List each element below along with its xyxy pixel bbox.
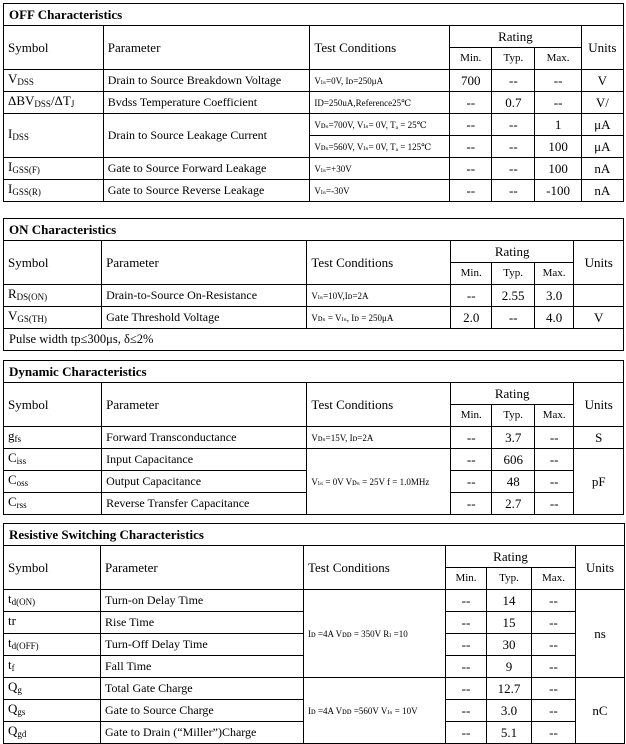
max-header: Max. [534, 263, 573, 285]
table-row [4, 427, 624, 449]
parameter-cell: Gate to Source Forward Leakage [103, 158, 310, 180]
min-cell: -- [446, 656, 487, 678]
min-cell: -- [446, 634, 487, 656]
max-cell: 100 [535, 158, 581, 180]
min-cell: 2.0 [450, 307, 491, 329]
typ-cell: 14 [487, 590, 532, 612]
min-header: Min. [451, 405, 492, 427]
parameter-cell: Forward Transconductance [102, 427, 307, 449]
symbol-cell: $V_{GS(TH)}$ [4, 307, 102, 329]
condition-cell: Vₗₛ=10V,Iᴅ=2A [307, 285, 451, 307]
max-cell: -100 [535, 180, 581, 202]
on-table [3, 218, 624, 351]
max-cell: -- [532, 700, 576, 722]
max-cell: -- [532, 678, 576, 700]
max-cell: 100 [535, 136, 581, 158]
symbol-cell: $g_{fs}$ [4, 427, 102, 449]
units-header: Units [581, 26, 623, 70]
unit-cell: μA [581, 114, 623, 136]
symbol-cell: $t_{d(ON)}$ [4, 590, 101, 612]
parameter-cell: Gate Threshold Voltage [102, 307, 307, 329]
units-header: Units [574, 241, 624, 285]
typ-cell: 5.1 [487, 722, 532, 744]
min-cell: -- [446, 590, 487, 612]
typ-cell: -- [492, 70, 535, 92]
unit-cell: nC [576, 678, 625, 744]
table-row [4, 449, 624, 471]
parameter-cell: Fall Time [101, 656, 304, 678]
condition-cell: Vᴅₛ = Vₗₛ, Iᴅ = 250μA [307, 307, 451, 329]
table-row [4, 158, 624, 180]
parameter-cell: Gate to Source Charge [101, 700, 304, 722]
typ-cell: -- [492, 180, 535, 202]
symbol-cell: $t_{d(OFF)}$ [4, 634, 101, 656]
parameter-cell: Total Gate Charge [101, 678, 304, 700]
parameter-cell: Drain to Source Leakage Current [103, 114, 310, 158]
test-conditions-header: Test Conditions [304, 546, 446, 590]
typ-header: Typ. [492, 48, 535, 70]
max-cell: -- [534, 449, 573, 471]
parameter-cell: Gate to Source Reverse Leakage [103, 180, 310, 202]
min-cell: -- [450, 158, 492, 180]
parameter-header: Parameter [103, 26, 310, 70]
typ-cell: 3.0 [487, 700, 532, 722]
min-cell: -- [446, 700, 487, 722]
typ-cell: -- [492, 114, 535, 136]
min-cell: -- [446, 678, 487, 700]
off-characteristics-section [3, 3, 624, 202]
rating-header: Rating [450, 26, 582, 48]
unit-cell: μA [581, 136, 623, 158]
min-header: Min. [446, 568, 487, 590]
table-row [4, 307, 624, 329]
condition-cell: Vᴅₛ=560V, Vₗₛ= 0V, Tₐ = 125℃ [310, 136, 450, 158]
table-row [4, 180, 624, 202]
parameter-cell: Drain-to-Source On-Resistance [102, 285, 307, 307]
condition-cell: Vₗₛ=+30V [310, 158, 450, 180]
symbol-header: Symbol [4, 546, 101, 590]
max-cell: -- [532, 612, 576, 634]
max-header: Max. [534, 405, 573, 427]
max-cell: -- [534, 427, 573, 449]
max-cell: 3.0 [534, 285, 573, 307]
min-cell: -- [446, 612, 487, 634]
parameter-header: Parameter [102, 241, 307, 285]
parameter-cell: Reverse Transfer Capacitance [102, 493, 307, 515]
switching-characteristics-section [3, 523, 624, 744]
dynamic-characteristics-section [3, 360, 624, 515]
rating-header: Rating [451, 383, 574, 405]
condition-cell: Vᴅₛ=15V, Iᴅ=2A [307, 427, 451, 449]
parameter-header: Parameter [102, 383, 307, 427]
max-cell: -- [532, 590, 576, 612]
table-row [4, 70, 624, 92]
test-conditions-header: Test Conditions [307, 241, 451, 285]
table-row [4, 92, 624, 114]
symbol-cell: $V_{DSS}$ [4, 70, 104, 92]
table-row [4, 590, 625, 612]
min-cell: -- [450, 136, 492, 158]
units-header: Units [574, 383, 624, 427]
unit-cell: V [581, 70, 623, 92]
section-title: OFF Characteristics [4, 4, 624, 26]
max-header: Max. [535, 48, 581, 70]
min-cell: -- [450, 285, 491, 307]
min-cell: 700 [450, 70, 492, 92]
max-cell: -- [532, 634, 576, 656]
off-table [3, 3, 624, 202]
parameter-cell: Bvdss Temperature Coefficient [103, 92, 310, 114]
table-row [4, 285, 624, 307]
min-cell: -- [451, 427, 492, 449]
rating-header: Rating [446, 546, 576, 568]
condition-cell: Vₗₛ = 0V Vᴅₛ = 25V f = 1.0MHz [307, 449, 451, 515]
min-header: Min. [450, 48, 492, 70]
typ-cell: 12.7 [487, 678, 532, 700]
symbol-cell: $Q_{gs}$ [4, 700, 101, 722]
symbol-cell: $I_{GSS(R)}$ [4, 180, 104, 202]
unit-cell: ns [576, 590, 625, 678]
symbol-cell: tr [4, 612, 101, 634]
unit-cell [574, 285, 624, 307]
min-header: Min. [450, 263, 491, 285]
test-conditions-header: Test Conditions [307, 383, 451, 427]
parameter-header: Parameter [101, 546, 304, 590]
symbol-header: Symbol [4, 241, 102, 285]
max-cell: -- [534, 471, 573, 493]
typ-cell: 30 [487, 634, 532, 656]
symbol-cell: $Q_g$ [4, 678, 101, 700]
typ-cell: -- [492, 307, 534, 329]
condition-cell: Iᴅ =4A Vᴅᴅ = 350V Rₗ =10 [304, 590, 446, 678]
typ-cell: -- [492, 158, 535, 180]
symbol-cell: $C_{rss}$ [4, 493, 102, 515]
symbol-cell: $I_{DSS}$ [4, 114, 104, 158]
min-cell: -- [451, 493, 492, 515]
typ-header: Typ. [492, 263, 534, 285]
parameter-cell: Drain to Source Breakdown Voltage [103, 70, 310, 92]
rating-header: Rating [450, 241, 573, 263]
condition-cell: Vₗₛ=0V, Iᴅ=250μA [310, 70, 450, 92]
condition-cell: ID=250uA,Reference25℃ [310, 92, 450, 114]
unit-cell: S [574, 427, 624, 449]
max-cell: 1 [535, 114, 581, 136]
symbol-header: Symbol [4, 383, 102, 427]
min-cell: -- [451, 471, 492, 493]
parameter-cell: Input Capacitance [102, 449, 307, 471]
test-conditions-header: Test Conditions [310, 26, 450, 70]
parameter-cell: Output Capacitance [102, 471, 307, 493]
typ-cell: 606 [492, 449, 534, 471]
unit-cell: nA [581, 158, 623, 180]
dynamic-table [3, 360, 624, 515]
typ-cell: 3.7 [492, 427, 534, 449]
symbol-cell: $C_{iss}$ [4, 449, 102, 471]
min-cell: -- [450, 180, 492, 202]
typ-cell: 48 [492, 471, 534, 493]
condition-cell: Iᴅ =4A Vᴅᴅ =560V Vₗₛ = 10V [304, 678, 446, 744]
typ-cell: 0.7 [492, 92, 535, 114]
section-title: ON Characteristics [4, 219, 624, 241]
min-cell: -- [446, 722, 487, 744]
typ-header: Typ. [492, 405, 534, 427]
max-cell: -- [535, 70, 581, 92]
max-header: Max. [532, 568, 576, 590]
typ-cell: -- [492, 136, 535, 158]
max-cell: -- [532, 722, 576, 744]
symbol-cell: $\Delta BV_{DSS}/\Delta T_J$ [4, 92, 104, 114]
section-title: Resistive Switching Characteristics [4, 524, 625, 546]
max-cell: -- [532, 656, 576, 678]
unit-cell: pF [574, 449, 624, 515]
parameter-cell: Rise Time [101, 612, 304, 634]
switching-table [3, 523, 625, 744]
symbol-cell: $Q_{gd}$ [4, 722, 101, 744]
table-row [4, 678, 625, 700]
max-cell: -- [535, 92, 581, 114]
typ-cell: 9 [487, 656, 532, 678]
symbol-cell: $I_{GSS(F)}$ [4, 158, 104, 180]
units-header: Units [576, 546, 625, 590]
unit-cell: V [574, 307, 624, 329]
typ-header: Typ. [487, 568, 532, 590]
max-cell: -- [534, 493, 573, 515]
parameter-cell: Turn-Off Delay Time [101, 634, 304, 656]
symbol-header: Symbol [4, 26, 104, 70]
parameter-cell: Gate to Drain (“Miller”)Charge [101, 722, 304, 744]
symbol-cell: $C_{oss}$ [4, 471, 102, 493]
min-cell: -- [450, 114, 492, 136]
on-characteristics-section [3, 218, 624, 351]
typ-cell: 2.55 [492, 285, 534, 307]
unit-cell: V/ [581, 92, 623, 114]
section-title: Dynamic Characteristics [4, 361, 624, 383]
unit-cell: nA [581, 180, 623, 202]
typ-cell: 15 [487, 612, 532, 634]
condition-cell: Vₗₛ=-30V [310, 180, 450, 202]
min-cell: -- [450, 92, 492, 114]
typ-cell: 2.7 [492, 493, 534, 515]
max-cell: 4.0 [534, 307, 573, 329]
pulse-note: Pulse width tp≤300μs, δ≤2% [4, 329, 624, 351]
parameter-cell: Turn-on Delay Time [101, 590, 304, 612]
symbol-cell: $t_f$ [4, 656, 101, 678]
symbol-cell: $R_{DS(ON)}$ [4, 285, 102, 307]
table-row [4, 114, 624, 136]
condition-cell: Vᴅₛ=700V, Vₗₛ= 0V, Tₐ = 25℃ [310, 114, 450, 136]
min-cell: -- [451, 449, 492, 471]
